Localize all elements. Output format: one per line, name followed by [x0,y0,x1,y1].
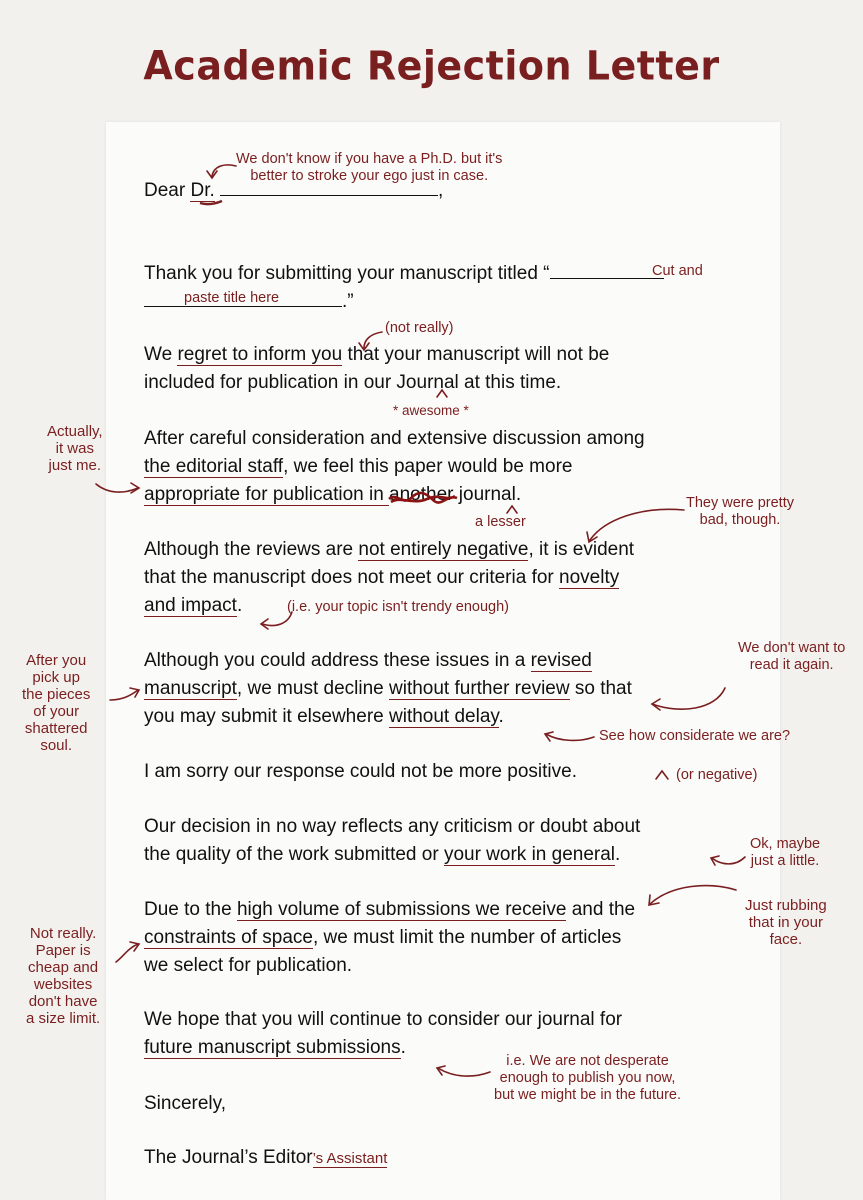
note-line: better to stroke your ego just in case. [250,168,489,184]
para-text: Due to the [144,899,237,920]
para-text: We [144,344,178,365]
para-text: and the [566,899,636,920]
note-line: Paper is [35,942,91,959]
para-text: the quality of the work submitted or [144,844,444,865]
without-delay-phrase: without delay [389,706,499,727]
para-revise-line-1 [144,647,592,675]
note-line: We don't want to [738,640,846,656]
note-line: just me. [48,457,102,474]
note-trendy: (i.e. your topic isn't trendy enough) [287,599,509,615]
scribble-icon [387,490,461,508]
assistant-addition: ’s Assistant [312,1150,388,1167]
note-rubbing [745,897,827,948]
note-line: We don't know if you have a Ph.D. but it's [236,151,503,167]
para-text: . [400,1037,406,1058]
para-consideration-line-3 [144,481,521,509]
note-considerate: See how considerate we are? [599,728,791,744]
note-line: read it again. [749,657,834,673]
signature-text: The Journal’s Editor [144,1147,313,1168]
editorial-staff-phrase: the editorial staff [144,456,284,477]
para-text: appropriate for publication in [144,484,390,505]
para-text: so that [569,678,632,699]
para-text: . [615,844,621,865]
note-pieces [22,652,90,754]
another-word: another [389,484,454,505]
salutation-dear: Dear [144,180,186,201]
future-submissions-phrase: future manuscript submissions [144,1037,401,1058]
para-text: , we must decline [236,678,389,699]
note-paste-title: paste title here [184,290,280,306]
novelty-word: novelty [559,567,620,588]
para-regret-line-2: included for publication in our Journal at this time. [144,372,562,393]
not-negative-phrase: not entirely negative [358,539,529,560]
note-line: the pieces [22,686,91,703]
para-consideration-line-1: After careful consideration and extensive discussion among [144,428,645,449]
note-lesser: a lesser [475,514,526,530]
para-hope-line-2 [144,1034,406,1062]
note-line: Ok, maybe [750,836,821,852]
title-blank-1 [550,258,664,279]
note-line: bad, though. [699,512,781,528]
note-line: websites [33,976,93,993]
title-end: .” [342,291,354,312]
note-line: shattered [24,720,88,737]
para-volume-line-1 [144,896,635,924]
para-hope-line-1: We hope that you will continue to consider our journal for [144,1009,623,1030]
note-line: cheap and [28,959,99,976]
page-title: Academic Rejection Letter [143,42,720,90]
para-sorry: I am sorry our response could not be more positive. [144,761,577,782]
para-regret-line-1 [144,341,609,369]
thanks-line [144,258,664,288]
para-consideration-line-2 [144,453,572,481]
crossed-another [389,484,453,505]
note-line: that in your [748,914,823,931]
note-cut-and: Cut and [652,263,703,279]
note-line: of your [33,703,80,720]
note-line: enough to publish you now, [499,1070,676,1086]
high-volume-phrase: high volume of submissions we receive [236,899,567,920]
impact-phrase: and impact [144,595,237,616]
note-maybe [750,836,820,870]
para-reviews-line-1 [144,536,634,564]
manuscript-word: manuscript [144,678,237,699]
para-text: you may submit it elsewhere [144,706,389,727]
note-or-negative: (or negative) [676,767,758,783]
note-line: pick up [32,669,80,686]
note-awesome: * awesome * [393,403,469,418]
note-desperate [494,1053,681,1104]
revised-word: revised [530,650,592,671]
note-line: i.e. We are not desperate [506,1053,669,1069]
para-decision-line-2 [144,841,620,869]
note-line: Actually, [47,423,103,440]
thanks-text: Thank you for submitting your manuscript titled “ [144,263,550,284]
para-text: Although the reviews are [144,539,359,560]
work-in-general-phrase: your work in general [443,844,616,865]
note-line: face. [769,931,803,948]
salutation-dr: Dr. [190,180,215,201]
para-text: , we feel this paper would be more [283,456,573,477]
para-volume-line-2 [144,924,621,952]
para-text: . [236,595,243,616]
note-not-really: (not really) [385,320,454,336]
para-text: Although you could address these issues in a [144,650,531,671]
para-revise-line-2 [144,675,632,703]
salutation-comma: , [438,180,444,201]
note-line: They were pretty [686,495,794,511]
para-reviews-line-2 [144,564,619,592]
note-line: Just rubbing [745,897,827,914]
para-text: that your manuscript will not be [342,344,610,365]
note-actually [47,423,103,474]
signature [144,1144,387,1172]
note-line: don't have [28,993,98,1010]
note-line: just a little. [750,853,820,869]
para-text: , we must limit the number of articles [312,927,622,948]
para-text: . [498,706,504,727]
note-line: Not really. [29,925,97,942]
note-paper-cheap [26,925,100,1027]
para-revise-line-3 [144,703,504,731]
note-line: it was [55,440,94,457]
further-review-phrase: without further review [389,678,570,699]
constraints-phrase: constraints of space [144,927,313,948]
note-line: After you [26,652,87,669]
para-volume-line-3: we select for publication. [144,955,353,976]
note-line: but we might be in the future. [494,1087,681,1103]
para-reviews-line-3 [144,592,242,620]
para-text: , it is evident [528,539,635,560]
regret-phrase: regret to inform you [177,344,343,365]
para-text: that the manuscript does not meet our criteria for [144,567,560,588]
para-decision-line-1: Our decision in no way reflects any criticism or doubt about [144,816,641,837]
note-phd [236,151,502,185]
note-dont-want [738,640,845,674]
note-line: soul. [40,737,73,754]
note-pretty-bad [686,495,794,529]
sincerely: Sincerely, [144,1093,227,1114]
para-text: journal. [453,484,522,505]
note-line: a size limit. [26,1010,101,1027]
